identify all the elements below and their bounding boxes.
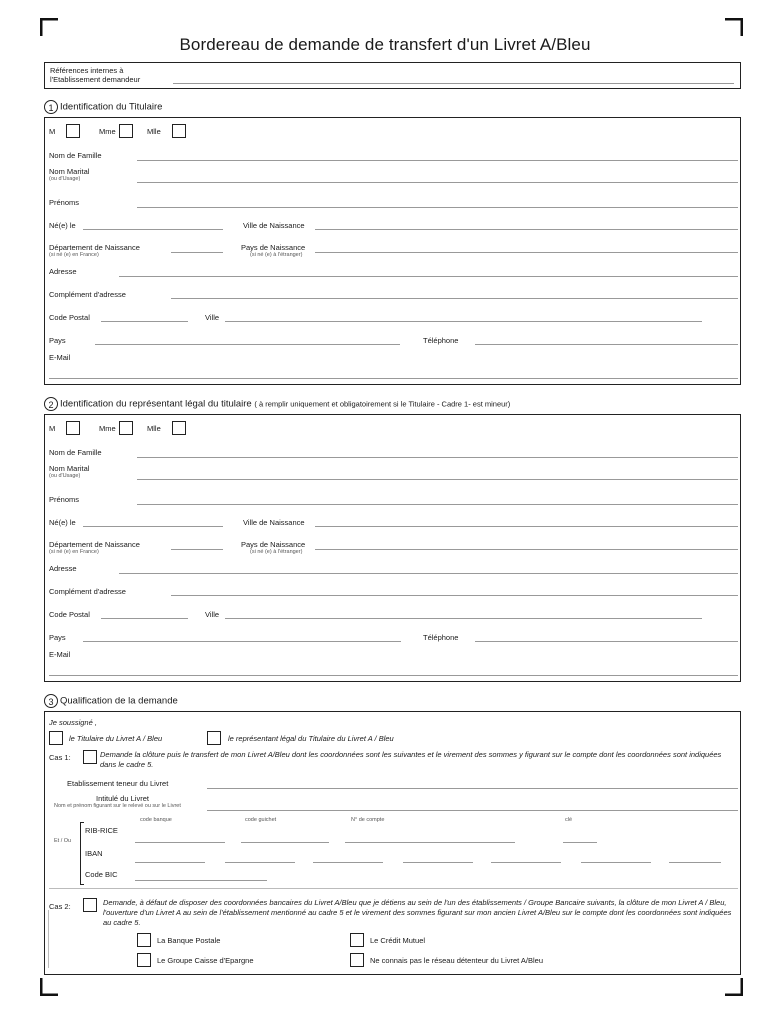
bic-label: Code BIC <box>85 870 118 879</box>
pays-label: Pays <box>49 336 66 345</box>
rep-pays-label: Pays <box>49 633 66 642</box>
rep-nom-marital-sub: (ou d'Usage) <box>49 473 81 479</box>
rep-adresse-label: Adresse <box>49 564 77 573</box>
rep-pays-naissance-input[interactable] <box>315 549 738 550</box>
prenoms-label: Prénoms <box>49 198 80 207</box>
dept-naissance-sub: (si né (e) en France) <box>49 252 99 258</box>
rep-email-input[interactable] <box>49 675 738 676</box>
pays-naissance-sub: (si né (e) à l'étranger) <box>250 252 303 258</box>
cas2-text: Demande, à défaut de disposer des coordonnées bancaires du Livret A/Bleu que je détiens au sein de l'un des établissements / Groupe Bancaire suivants, la clôture de mon Livret A / Bleu, l'ouverture d'un Livret A au sein de l'établissement mentionné au cadre 5 et le virement des sommes figurant sur mon ancien Livret A/Bleu sur le compte dont les coordonnées sont indiquées au cadre 5. <box>103 898 732 927</box>
civ-mlle-checkbox[interactable] <box>172 124 186 138</box>
titulaire-checkbox[interactable] <box>49 731 63 745</box>
rep-pays-input[interactable] <box>83 641 401 642</box>
rib-guichet-input[interactable] <box>241 842 329 843</box>
rep-dept-naissance-label: Département de Naissance <box>49 540 140 549</box>
crop-mark-top-right <box>725 18 743 36</box>
crop-mark-top-left <box>40 18 58 36</box>
representant-checkbox[interactable] <box>207 731 221 745</box>
rep-pays-naissance-sub: (si né (e) à l'étranger) <box>250 549 303 555</box>
soussigne-label: Je soussigné , <box>49 718 97 727</box>
rep-ville-naissance-input[interactable] <box>315 526 738 527</box>
representant-label: le représentant légal du Titulaire du Livret A / Bleu <box>228 734 394 743</box>
references-box <box>44 62 741 89</box>
section-2-number: 2 <box>44 397 58 411</box>
complement-input[interactable] <box>171 298 738 299</box>
section-3-heading <box>44 694 178 708</box>
rep-civ-mlle-label: Mlle <box>147 424 161 433</box>
col-guichet-label: code guichet <box>245 817 277 823</box>
rib-cle-input[interactable] <box>563 842 597 843</box>
rep-nom-famille-label: Nom de Famille <box>49 448 102 457</box>
dept-naissance-label: Département de Naissance <box>49 243 140 252</box>
caisse-epargne-label: Le Groupe Caisse d'Epargne <box>157 956 254 965</box>
bic-input[interactable] <box>135 880 267 881</box>
iban-seg-7[interactable] <box>669 862 721 863</box>
section-3-box <box>44 711 741 975</box>
rep-complement-input[interactable] <box>171 595 738 596</box>
rib-compte-input[interactable] <box>345 842 515 843</box>
dept-naissance-input[interactable] <box>171 252 223 253</box>
iban-seg-3[interactable] <box>313 862 383 863</box>
section-1-box <box>44 117 741 385</box>
rep-code-postal-input[interactable] <box>101 618 188 619</box>
rep-prenoms-input[interactable] <box>137 504 738 505</box>
section-2-title: Identification du représentant légal du titulaire <box>60 398 252 410</box>
civ-mme-label: Mme <box>99 127 116 136</box>
civ-m-label: M <box>49 127 56 136</box>
intitule-input[interactable] <box>207 810 738 811</box>
rep-pays-naissance-label: Pays de Naissance <box>241 540 306 549</box>
rep-civ-mme-checkbox[interactable] <box>119 421 133 435</box>
intitule-label: Intitulé du Livret <box>96 794 149 803</box>
pays-input[interactable] <box>95 344 400 345</box>
nee-le-label: Né(e) le <box>49 221 76 230</box>
rep-prenoms-label: Prénoms <box>49 495 80 504</box>
cas-separator <box>49 888 738 889</box>
rep-telephone-input[interactable] <box>475 641 738 642</box>
section-1-number: 1 <box>44 100 58 114</box>
section-3-number: 3 <box>44 694 58 708</box>
references-input[interactable] <box>173 83 734 84</box>
email-input[interactable] <box>49 378 738 379</box>
cas1-checkbox[interactable] <box>83 750 97 764</box>
adresse-input[interactable] <box>119 276 738 277</box>
section-2-heading <box>44 397 510 411</box>
pays-naissance-label: Pays de Naissance <box>241 243 306 252</box>
nom-famille-label: Nom de Famille <box>49 151 102 160</box>
section-2-box <box>44 414 741 682</box>
col-cle-label: clé <box>565 817 573 823</box>
intitule-sub: Nom et prénom figurant sur le relevé ou sur le Livret <box>54 803 181 809</box>
references-label-1: Références internes à <box>50 66 124 75</box>
prenoms-input[interactable] <box>137 207 738 208</box>
ville-naissance-input[interactable] <box>315 229 738 230</box>
cas2-bracket <box>48 910 49 968</box>
titulaire-label: le Titulaire du Livret A / Bleu <box>69 734 163 743</box>
civ-m-checkbox[interactable] <box>66 124 80 138</box>
etablissement-input[interactable] <box>207 788 738 789</box>
iban-seg-5[interactable] <box>491 862 561 863</box>
et-ou-label: Et / Ou <box>54 838 72 844</box>
civ-mlle-label: Mlle <box>147 127 161 136</box>
nom-marital-input[interactable] <box>137 182 738 183</box>
cas1-text: Demande la clôture puis le transfert de mon Livret A/Bleu dont les coordonnées sont les suivantes et le virement des sommes y figurant sur le compte dont les coordonnées sont indiquées dans le cadre 5. <box>100 750 722 769</box>
iban-seg-4[interactable] <box>403 862 473 863</box>
nee-le-input[interactable] <box>83 229 223 230</box>
col-compte-label: N° de compte <box>351 817 385 823</box>
rep-complement-label: Complément d'adresse <box>49 587 126 596</box>
rep-civ-m-label: M <box>49 424 56 433</box>
iban-label: IBAN <box>85 849 103 858</box>
section-2-note: ( à remplir uniquement et obligatoirement si le Titulaire - Cadre 1- est mineur) <box>254 399 511 409</box>
ville-label: Ville <box>205 313 220 322</box>
crop-mark-bottom-left <box>40 978 58 996</box>
caisse-epargne-checkbox[interactable] <box>137 953 151 967</box>
rep-nom-marital-input[interactable] <box>137 479 738 480</box>
telephone-label: Téléphone <box>423 336 459 345</box>
adresse-label: Adresse <box>49 267 77 276</box>
nom-marital-label: Nom Marital <box>49 167 90 176</box>
banque-postale-checkbox[interactable] <box>137 933 151 947</box>
rep-ville-input[interactable] <box>225 618 702 619</box>
rep-adresse-input[interactable] <box>119 573 738 574</box>
rep-dept-naissance-sub: (si né (e) en France) <box>49 549 99 555</box>
rep-nee-le-label: Né(e) le <box>49 518 76 527</box>
rib-label: RIB-RICE <box>85 826 118 835</box>
rib-bracket-top <box>80 822 84 823</box>
crop-mark-bottom-right <box>725 978 743 996</box>
cas2-checkbox[interactable] <box>83 898 97 912</box>
credit-mutuel-label: Le Crédit Mutuel <box>370 936 426 945</box>
iban-seg-6[interactable] <box>581 862 651 863</box>
nom-famille-input[interactable] <box>137 160 738 161</box>
rep-ville-naissance-label: Ville de Naissance <box>243 518 305 527</box>
rep-nom-famille-input[interactable] <box>137 457 738 458</box>
rib-bracket <box>80 822 81 884</box>
ville-input[interactable] <box>225 321 702 322</box>
rep-email-label: E-Mail <box>49 650 71 659</box>
etablissement-label: Etablissement teneur du Livret <box>67 779 169 788</box>
rep-dept-naissance-input[interactable] <box>171 549 223 550</box>
credit-mutuel-checkbox[interactable] <box>350 933 364 947</box>
telephone-input[interactable] <box>475 344 738 345</box>
complement-label: Complément d'adresse <box>49 290 126 299</box>
rib-banque-input[interactable] <box>135 842 225 843</box>
ville-naissance-label: Ville de Naissance <box>243 221 305 230</box>
rep-civ-m-checkbox[interactable] <box>66 421 80 435</box>
code-postal-label: Code Postal <box>49 313 90 322</box>
section-3-title: Qualification de la demande <box>60 695 178 707</box>
banque-postale-label: La Banque Postale <box>157 936 221 945</box>
rep-code-postal-label: Code Postal <box>49 610 90 619</box>
iban-seg-1[interactable] <box>135 862 205 863</box>
rib-bracket-bottom <box>80 884 84 885</box>
section-1-title: Identification du Titulaire <box>60 101 163 113</box>
code-postal-input[interactable] <box>101 321 188 322</box>
ne-connais-checkbox[interactable] <box>350 953 364 967</box>
section-1-heading <box>44 100 162 114</box>
rep-civ-mme-label: Mme <box>99 424 116 433</box>
iban-seg-2[interactable] <box>225 862 295 863</box>
rep-telephone-label: Téléphone <box>423 633 459 642</box>
col-banque-label: code banque <box>140 817 172 823</box>
civ-mme-checkbox[interactable] <box>119 124 133 138</box>
nom-marital-sub: (ou d'Usage) <box>49 176 81 182</box>
rep-nom-marital-label: Nom Marital <box>49 464 90 473</box>
ne-connais-label: Ne connais pas le réseau détenteur du Livret A/Bleu <box>370 956 544 965</box>
cas1-label: Cas 1: <box>49 753 71 762</box>
rep-ville-label: Ville <box>205 610 220 619</box>
pays-naissance-input[interactable] <box>315 252 738 253</box>
references-label-2: l'Etablissement demandeur <box>50 75 141 84</box>
rep-civ-mlle-checkbox[interactable] <box>172 421 186 435</box>
cas2-label: Cas 2: <box>49 902 71 911</box>
email-label: E-Mail <box>49 353 71 362</box>
rep-nee-le-input[interactable] <box>83 526 223 527</box>
form-title: Bordereau de demande de transfert d'un Livret A/Bleu <box>179 35 591 54</box>
